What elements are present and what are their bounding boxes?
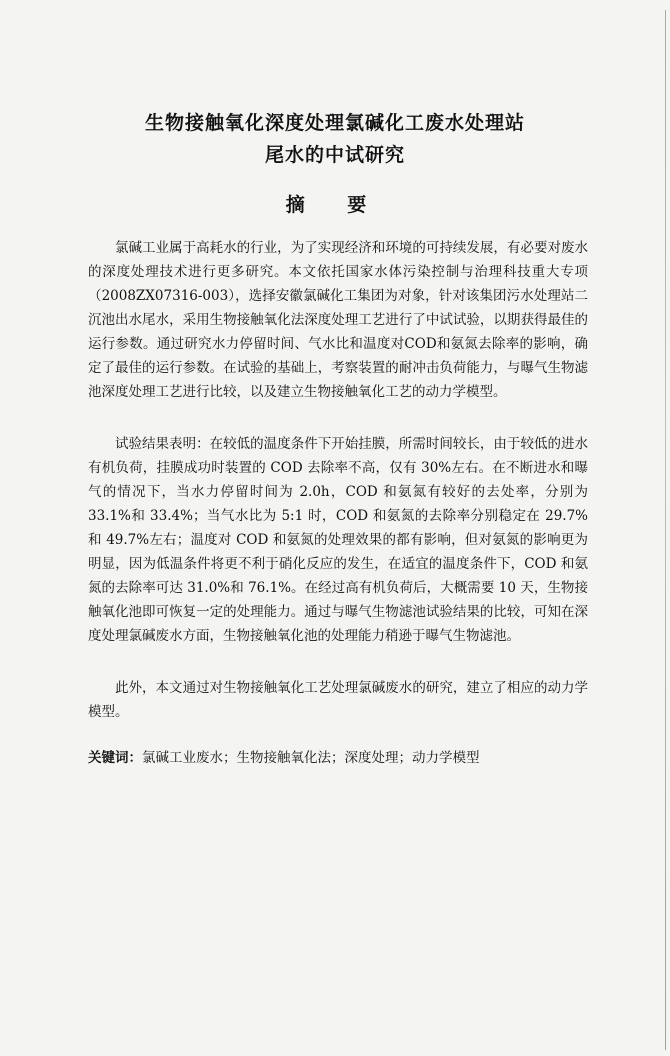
abstract-paragraph-3: 此外，本文通过对生物接触氧化工艺处理氯碱废水的研究，建立了相应的动力学模型。 bbox=[88, 680, 588, 720]
abstract-paragraph-1: 氯碱工业属于高耗水的行业，为了实现经济和环境的可持续发展，有必要对废水的深度处理技术进行更多研究。本文依托国家水体污染控制与治理科技重大专项（2008ZX07316-003），选择安徽氯碱化工集团为对象，针对该集团污水处理站二沉池出水尾水，采用生物接触氧化法深度处理工艺进行了中试试验，以期获得最佳的运行参数。通过研究水力停留时间、气水比和温度对COD和氨氮去除率的影响，确定了最佳的运行参数。在试验的基础上，考察装置的耐冲击负荷能力，与曝气生物滤池深度处理工艺进行比较，以及建立生物接触氧化工艺的动力学模型。 bbox=[88, 240, 588, 400]
title-line-1: 生物接触氧化深度处理氯碱化工废水处理站 bbox=[144, 112, 525, 134]
abstract-paragraph-2: 试验结果表明：在较低的温度条件下开始挂膜，所需时间较长，由于较低的进水有机负荷，挂膜成功时装置的 COD 去除率不高，仅有 30%左右。在不断进水和曝气的情况下，当水力停留时间为 2.0h，COD 和氨氮有较好的去处率，分别为 33.1%和 33.4%；当气水比为 5:1 时，COD 和氨氮的去除率分别稳定在 29.7%和 49.7%左右；温度对 COD 和氨氮的处理效果的都有影响，但对氨氮的影响更为明显，因为低温条件将更不利于硝化反应的发生，在适宜的温度条件下，COD 和氨氮的去除率可达 31.0%和 76.1%。在经过高有机负荷后，大概需要 10 天，生物接触氧化池即可恢复一定的处理能力。通过与曝气生物滤池试验结果的比较，可知在深度处理氯碱废水方面，生物接触氧化池的处理能力稍逊于曝气生物滤池。 bbox=[88, 436, 588, 644]
title-line-2: 尾水的中试研究 bbox=[264, 144, 405, 166]
keywords bbox=[88, 746, 608, 770]
abstract-heading: 摘 要 bbox=[285, 194, 385, 216]
scan-edge-line bbox=[665, 10, 666, 1050]
keywords-label: 关键词： bbox=[88, 750, 142, 766]
keywords-text: 氯碱工业废水；生物接触氧化法；深度处理；动力学模型 bbox=[142, 750, 480, 766]
